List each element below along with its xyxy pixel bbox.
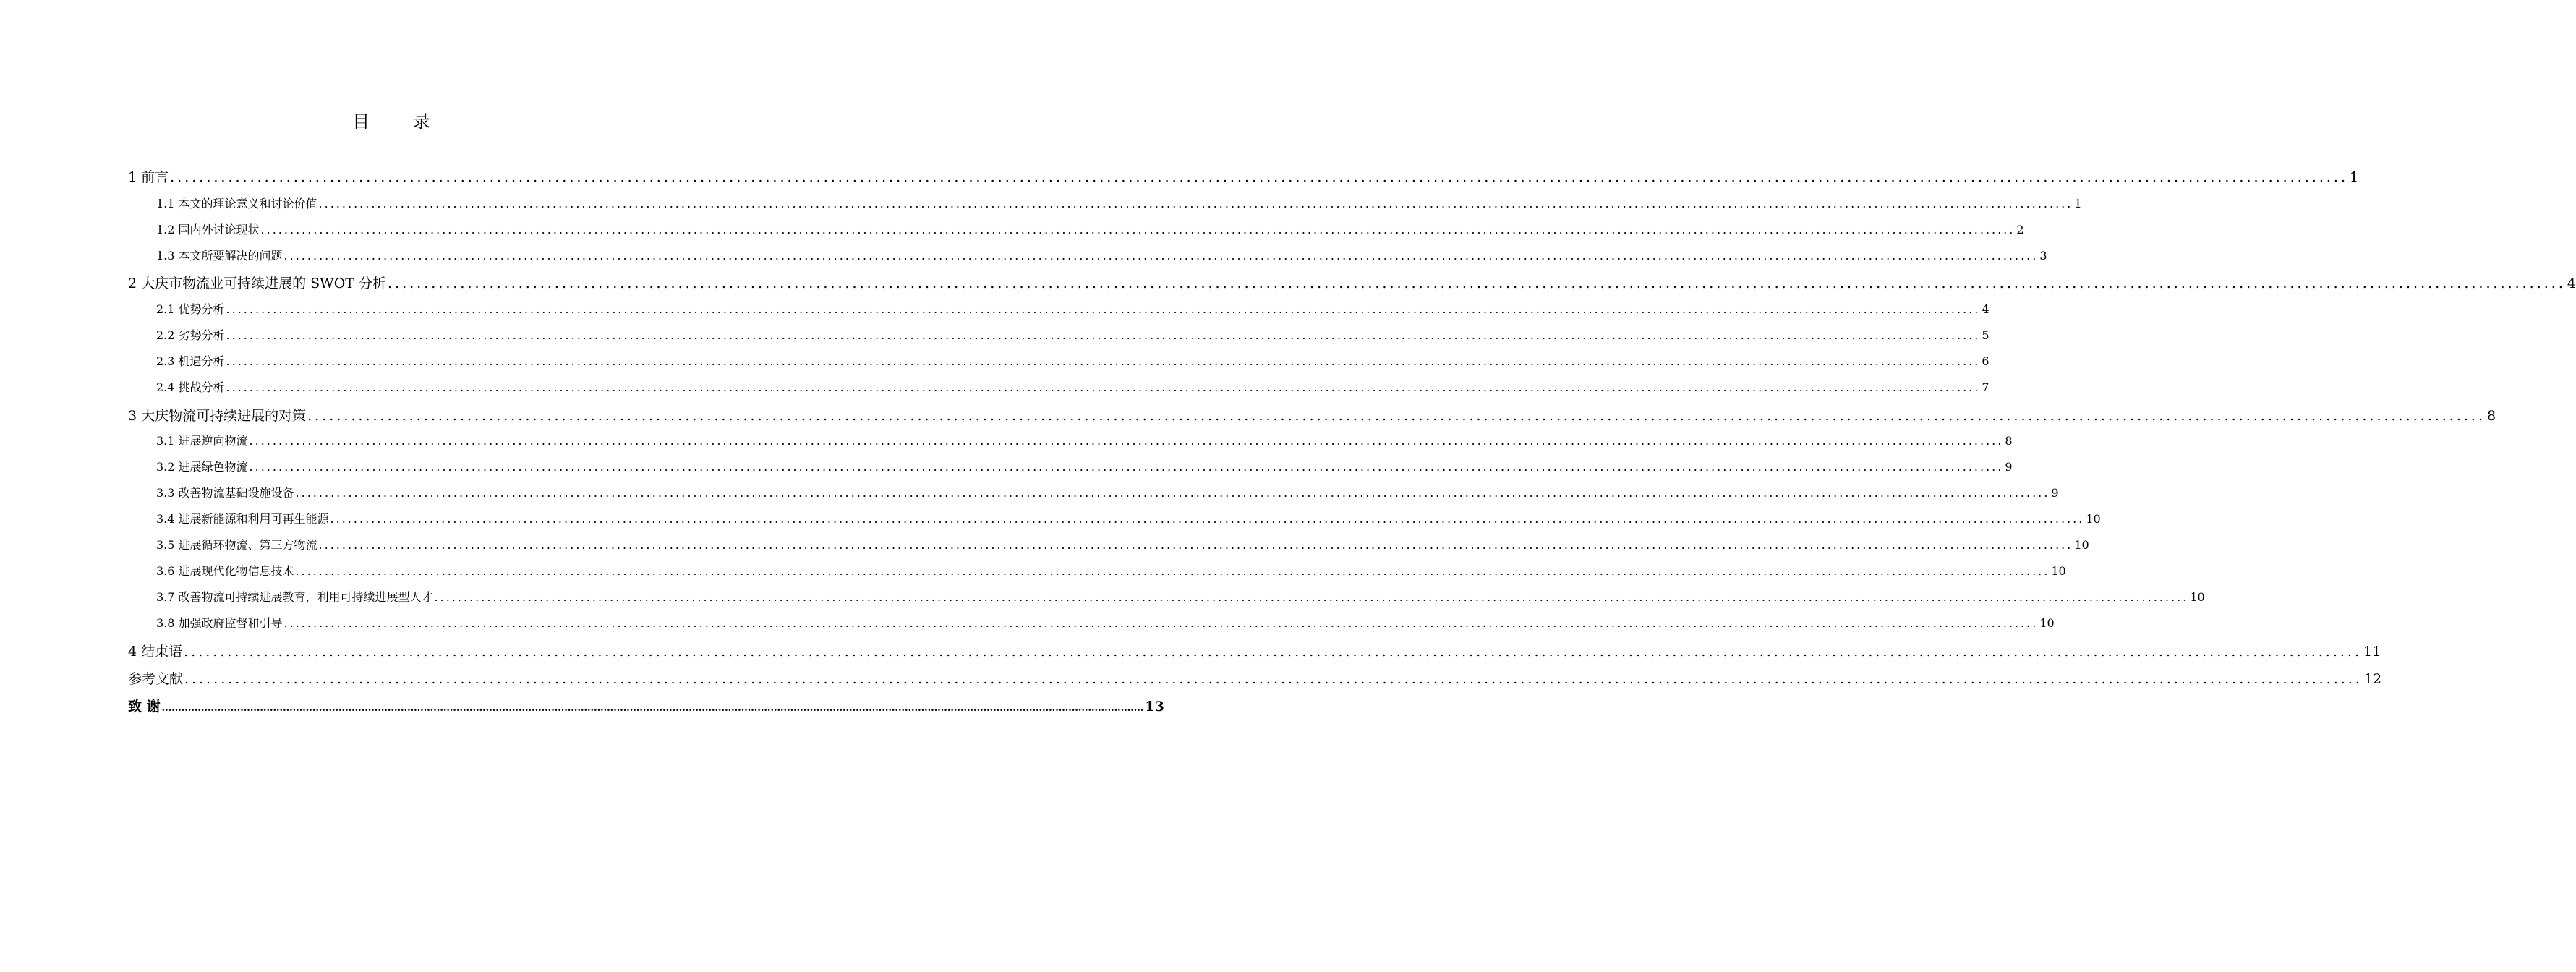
toc-entry-label: 2.1 优势分析 bbox=[156, 302, 225, 316]
toc-leader-dots: ............................................................................................................................................................................................................................................................................................................ bbox=[184, 671, 2363, 687]
toc-entry-page-number: 1 bbox=[2350, 169, 2359, 185]
toc-entry[interactable] bbox=[156, 378, 1989, 395]
toc-entry-page-number: 1 bbox=[2074, 197, 2082, 210]
toc-entry[interactable] bbox=[156, 300, 1989, 317]
toc-entry[interactable] bbox=[156, 614, 2055, 631]
toc-entry-label: 3.3 改善物流基础设施设备 bbox=[156, 486, 294, 500]
toc-entry[interactable] bbox=[128, 668, 2382, 688]
toc-entry-label: 2.3 机遇分析 bbox=[156, 354, 225, 368]
toc-entry-page-number: 2 bbox=[2016, 223, 2024, 236]
toc-entry[interactable] bbox=[156, 484, 2059, 500]
toc-entry-page-number: 9 bbox=[2005, 460, 2013, 474]
toc-entry[interactable] bbox=[156, 247, 2047, 263]
toc-leader-dots: ............................................................................................................................................................................................................................................................................................................ bbox=[283, 616, 2039, 630]
toc-entry-label: 4 结束语 bbox=[128, 644, 183, 660]
toc-entry-label: 参考文献 bbox=[128, 671, 184, 687]
toc-entry[interactable] bbox=[128, 166, 2359, 186]
toc-entry-label: 1.1 本文的理论意义和讨论价值 bbox=[156, 197, 317, 210]
toc-entry-label: 3.8 加强政府监督和引导 bbox=[156, 616, 283, 630]
toc-entry[interactable] bbox=[156, 588, 2205, 605]
toc-entry-label: 3 大庆物流可持续进展的对策 bbox=[128, 408, 307, 424]
toc-leader-dots: ............................................................................................................................................................................................................................................................................................................ bbox=[295, 564, 2050, 578]
toc-leader-dots: ............................................................................................................................................................................................................................................................................................................ bbox=[184, 644, 2363, 660]
toc-entry-page-number: 4 bbox=[2567, 276, 2576, 291]
toc-entry[interactable] bbox=[156, 221, 2024, 237]
toc-leader-dots: ............................................................................................................................................................................................................................................................................................................ bbox=[170, 169, 2349, 185]
toc-leader-dots: ............................................................................................................................................................................................................................................................................................................ bbox=[226, 354, 1981, 368]
toc-entry[interactable] bbox=[156, 536, 2089, 553]
toc-entry-page-number: 5 bbox=[1982, 328, 1989, 342]
toc-leader-dots: ............................................................................................................................................................................................................................................................................................................ bbox=[388, 276, 2566, 291]
toc-entry[interactable] bbox=[156, 352, 1989, 369]
toc-entry-label: 致 谢 bbox=[128, 699, 161, 715]
toc-entry-page-number: 11 bbox=[2363, 644, 2381, 660]
toc-entry-label: 1.3 本文所要解决的问题 bbox=[156, 249, 283, 263]
toc-entry-page-number: 9 bbox=[2051, 486, 2059, 500]
toc-entry-page-number: 8 bbox=[2487, 408, 2496, 424]
toc-leader-dots: ............................................................................................................................................................................................................................................................................................................ bbox=[307, 408, 2486, 424]
toc-entry-page-number: 7 bbox=[1982, 380, 1989, 394]
toc-entry-label: 3.6 进展现代化物信息技术 bbox=[156, 564, 294, 578]
toc-leader-dots: ............................................................................................................................................................................................................................................................................................................ bbox=[330, 512, 2085, 526]
toc-entry-page-number: 3 bbox=[2039, 249, 2047, 263]
toc-leader-dots: ............................................................................................................................................................................................................................................................................................................ bbox=[318, 197, 2073, 210]
toc-entry[interactable] bbox=[156, 510, 2101, 526]
toc-leader-dots: ............................................................................................................................................................................................................................................................................................................ bbox=[249, 460, 2004, 474]
toc-entry-page-number: 10 bbox=[2039, 616, 2055, 630]
toc-entry-page-number: 12 bbox=[2363, 671, 2382, 687]
toc-entry[interactable] bbox=[128, 405, 2496, 425]
toc-entry[interactable] bbox=[156, 458, 2013, 474]
toc-entry[interactable] bbox=[156, 326, 1989, 343]
toc-entry[interactable] bbox=[128, 273, 2576, 292]
toc-leader-dots: ............................................................................................................................................................................................................................................................................................................ bbox=[295, 486, 2050, 500]
toc-leader-dots: ............................................................................................................................................................................................................................................................................................................ bbox=[161, 703, 1144, 714]
toc-entry-label: 3.2 进展绿色物流 bbox=[156, 460, 248, 474]
toc-entry-page-number: 10 bbox=[2051, 564, 2066, 578]
toc-leader-dots: ............................................................................................................................................................................................................................................................................................................ bbox=[226, 328, 1981, 342]
toc-entry[interactable] bbox=[128, 641, 2381, 660]
toc-entry[interactable] bbox=[128, 696, 1164, 715]
toc-entry-label: 2.4 挑战分析 bbox=[156, 380, 225, 394]
toc-leader-dots: ............................................................................................................................................................................................................................................................................................................ bbox=[283, 249, 2039, 263]
toc-leader-dots: ............................................................................................................................................................................................................................................................................................................ bbox=[249, 434, 2004, 448]
toc-entry[interactable] bbox=[156, 195, 2082, 211]
toc-entry-label: 3.7 改善物流可持续进展教育，利用可持续进展型人才 bbox=[156, 590, 433, 604]
toc-entry-label: 2.2 劣势分析 bbox=[156, 328, 225, 342]
toc-leader-dots: ............................................................................................................................................................................................................................................................................................................ bbox=[226, 380, 1981, 394]
toc-entry[interactable] bbox=[156, 432, 2013, 448]
toc-entry[interactable] bbox=[156, 562, 2066, 579]
toc-leader-dots: ............................................................................................................................................................................................................................................................................................................ bbox=[260, 223, 2016, 236]
toc-entry-label: 2 大庆市物流业可持续进展的 SWOT 分析 bbox=[128, 276, 387, 291]
toc-entry-page-number: 6 bbox=[1982, 354, 1989, 368]
toc-entry-page-number: 4 bbox=[1982, 302, 1989, 316]
toc-entry-label: 3.5 进展循环物流、第三方物流 bbox=[156, 538, 317, 552]
toc-entry-page-number: 10 bbox=[2074, 538, 2089, 552]
toc-entry-page-number: 10 bbox=[2190, 590, 2205, 604]
toc-entry-page-number: 10 bbox=[2086, 512, 2101, 526]
toc-entry-label: 3.4 进展新能源和利用可再生能源 bbox=[156, 512, 329, 526]
toc-entry-label: 1.2 国内外讨论现状 bbox=[156, 223, 260, 236]
toc-leader-dots: ............................................................................................................................................................................................................................................................................................................ bbox=[434, 590, 2189, 604]
toc-entry-label: 3.1 进展逆向物流 bbox=[156, 434, 248, 448]
toc-entry-label: 1 前言 bbox=[128, 169, 169, 185]
toc-entry-page-number: 13 bbox=[1145, 699, 1164, 715]
toc-leader-dots: ............................................................................................................................................................................................................................................................................................................ bbox=[318, 538, 2073, 552]
toc-entry-page-number: 8 bbox=[2005, 434, 2013, 448]
toc-leader-dots: ............................................................................................................................................................................................................................................................................................................ bbox=[226, 302, 1981, 316]
toc-title: 目 录 bbox=[352, 111, 449, 132]
